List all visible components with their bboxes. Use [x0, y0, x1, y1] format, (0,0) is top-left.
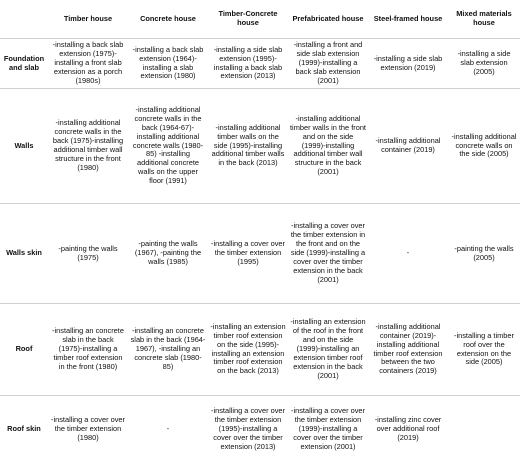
- table-cell: -: [166, 423, 170, 433]
- table-cell: -: [406, 248, 410, 258]
- table-cell: -installing an concrete slab in the back (1975)-installing a timber roof extension in the front (1980): [52, 326, 124, 371]
- table-cell: -installing a back slab extension (1975)-installing a front slab extension as a porch (1980s): [52, 40, 124, 85]
- table-row: [0, 204, 520, 304]
- table-cell: -installing additional container (2019): [375, 136, 441, 154]
- row-header-walls: Walls: [14, 140, 34, 150]
- column-header-mixed-materials-house: Mixed materials house: [456, 9, 512, 27]
- table-cell: -installing a side slab extension (2019): [373, 53, 443, 72]
- table-cell: -installing a cover over the timber extension (1999)-installing a cover over the timber extension (2001): [291, 405, 365, 451]
- table-cell: -installing an extension timber roof extension on the side (1995)-installing an extension timber roof extension on the back (2013): [210, 321, 286, 376]
- table-cell: -installing a cover over the timber extension (1980): [51, 414, 125, 442]
- table-cell: -installing a timber roof over the extension on the side (2005): [454, 330, 514, 367]
- column-header-timber-house: Timber house: [63, 13, 113, 23]
- table-cell: [448, 396, 520, 463]
- table-row: [0, 396, 520, 463]
- row-header-roof-skin: Roof skin: [7, 423, 41, 433]
- column-header-concrete-house: Concrete house: [140, 13, 196, 23]
- table-cell: -installing additional concrete walls on the side (2005): [451, 131, 517, 159]
- corner-header-cell: [0, 0, 48, 39]
- table-cell: -installing a back slab extension (1964)-installing a slab extension (1980): [132, 44, 204, 81]
- table-cell: -installing a cover over the timber extension (1995): [211, 239, 285, 266]
- row-header-walls-skin: Walls skin: [6, 248, 42, 258]
- table-cell: -painting the walls (1967), -painting the walls (1985): [134, 239, 202, 266]
- column-header-timber-concrete-house: Timber-Concrete house: [218, 9, 278, 27]
- table-cell: -installing additional timber walls in the front and on the side (1999)-installing additional timber wall structure in the back (2001): [290, 113, 366, 177]
- column-header-steel-framed-house: Steel-framed house: [373, 13, 443, 23]
- row-header-foundation-and-slab: Foundation and slab: [3, 53, 45, 72]
- table-cell: -installing zinc cover over additional roof (2019): [374, 414, 442, 442]
- table-cell: -installing a side slab extension (1995)-installing a back slab extension (2013): [213, 44, 283, 81]
- table-cell: -installing additional concrete walls in the back (1975)-installing additional timber wall structure in the front (1980): [52, 118, 124, 172]
- table-cell: -installing additional timber walls on the side (1995)-installing additional timber walls in the back (2013): [211, 122, 285, 168]
- table-cell: -installing additional concrete walls in the back (1964-67)-installing additional concrete walls (1980-85) -installing additional concrete walls on the upper floor (1991): [132, 104, 204, 186]
- table-cell: -installing a cover over the timber extension (1995)-installing a cover over the timber extension (2013): [211, 405, 285, 451]
- table-row: [0, 304, 520, 396]
- table-cell: -installing additional container (2019)-installing additional timber roof extension between the two containers (2019): [373, 321, 443, 376]
- table-row: [0, 39, 520, 89]
- table-cell: -installing an concrete slab in the back (1964-1967), -installing an concrete slab (1980-85): [130, 326, 206, 371]
- table-cell: -installing a front and side slab extension (1999)-installing a back slab extension (2001): [293, 40, 363, 85]
- table-cell: -painting the walls (2005): [454, 243, 514, 262]
- table-cell: -installing a cover over the timber extension in the front and on the side (1999)-installing a cover over the timber extension in the back (2001): [290, 221, 366, 284]
- table-cell: -painting the walls (1975): [58, 243, 118, 262]
- row-header-roof: Roof: [15, 344, 33, 354]
- header-row: [0, 0, 520, 39]
- table-row: [0, 89, 520, 204]
- column-header-prefabricated-house: Prefabricated house: [292, 13, 364, 23]
- table-cell: -installing an extension of the roof in the front and on the side (1999)-installing an extension timber roof extension in the back (2001): [290, 317, 366, 380]
- table-cell: -installing a side slab extension (2005): [457, 49, 511, 76]
